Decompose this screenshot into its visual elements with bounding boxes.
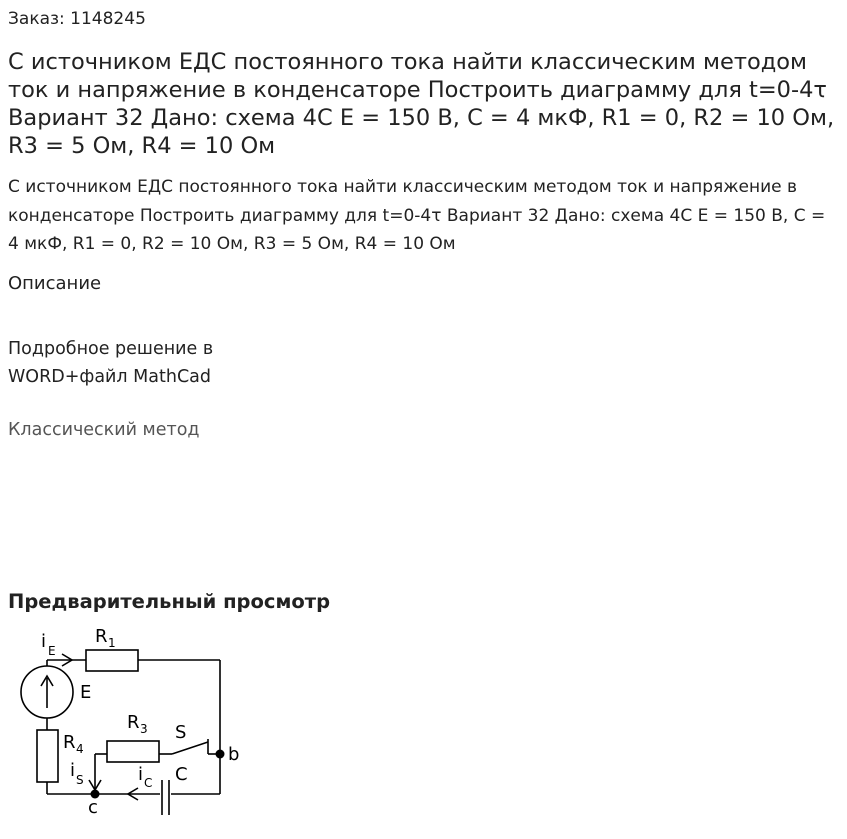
label-is: i bbox=[70, 760, 76, 781]
label-ie: i bbox=[41, 631, 47, 652]
label-r1-sub: 1 bbox=[108, 636, 116, 650]
label-r3-sub: 3 bbox=[140, 722, 148, 736]
preview-heading: Предварительный просмотр bbox=[8, 590, 331, 613]
resistor-r3 bbox=[107, 741, 159, 762]
description-heading: Описание bbox=[8, 273, 102, 294]
circuit-preview-image bbox=[0, 620, 260, 835]
label-e: E bbox=[80, 682, 92, 703]
label-b: b bbox=[228, 744, 240, 765]
label-ic: i bbox=[138, 764, 144, 785]
label-r4-sub: 4 bbox=[76, 742, 84, 756]
page-title: С источником ЕДС постоянного тока найти классическим методом ток и напряжение в конденсаторе Построить диаграмму для t=0-4τ Вариант 32 Дано: схема 4С E = 150 В, C = 4 мкФ, R1 = 0, R2 = 10 Ом, R3 = 5 Ом, R4 = 10 Ом bbox=[8, 49, 835, 159]
switch-blade bbox=[172, 742, 208, 754]
label-is-sub: S bbox=[76, 773, 84, 787]
resistor-r1 bbox=[86, 650, 138, 671]
label-r3: R bbox=[127, 712, 140, 733]
label-ie-sub: E bbox=[48, 644, 56, 658]
label-r1: R bbox=[95, 626, 108, 647]
summary-text: С источником ЕДС постоянного тока найти классическим методом ток и напряжение в конденсаторе Построить диаграмму для t=0-4τ Вариант 32 Дано: схема 4С E = 150 В, C = 4 мкФ, R1 = 0, R2 = 10 Ом, R3 = 5 Ом, R4 = 10 Ом bbox=[8, 177, 826, 254]
label-c-cap: C bbox=[175, 764, 188, 785]
label-r4: R bbox=[63, 732, 76, 753]
solution-text: Подробное решение в WORD+файл MathCad bbox=[8, 339, 214, 387]
label-ic-sub: C bbox=[144, 776, 153, 790]
label-s: S bbox=[175, 722, 187, 743]
label-c-node: c bbox=[88, 797, 98, 818]
node-b bbox=[216, 750, 225, 759]
method-tag-link[interactable]: Классический метод bbox=[8, 420, 200, 440]
circuit-diagram bbox=[0, 620, 260, 835]
resistor-r4 bbox=[37, 730, 58, 782]
order-number: Заказ: 1148245 bbox=[8, 9, 146, 29]
